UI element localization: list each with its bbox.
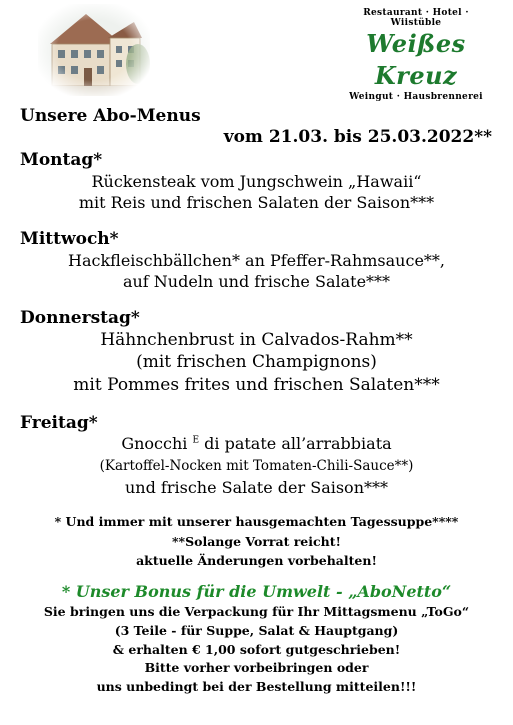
menu-title: Unsere Abo-Menus (20, 106, 201, 126)
footnote: * Und immer mit unserer hausgemachten Tagessuppe**** (54, 514, 459, 529)
dish-line: und frische Salate der Saison*** (124, 478, 388, 497)
dish-line: mit Reis und frischen Salaten der Saison*** (78, 193, 435, 212)
dish-line: (Kartoffel-Nocken mit Tomaten-Chili-Sauce**) (99, 458, 414, 474)
dish-text: di patate all’arrabbiata (204, 434, 392, 453)
dish-text: Gnocchi (121, 434, 188, 453)
brand-subline: Weingut · Hausbrennerei (349, 92, 483, 102)
day-heading-montag: Montag* (20, 150, 103, 170)
dish-line: Hackfleischbällchen* an Pfeffer-Rahmsauce**, (68, 251, 445, 270)
brand-name: Weißes Kreuz (366, 29, 466, 90)
bonus-line: & erhalten € 1,00 sofort gutgeschrieben! (112, 642, 401, 657)
day-heading-freitag: Freitag* (20, 413, 98, 433)
menu-period: vom 21.03. bis 25.03.2022** (223, 127, 492, 147)
footnote: aktuelle Änderungen vorbehalten! (136, 553, 377, 568)
bonus-title: * Unser Bonus für die Umwelt - „AboNetto“ (61, 582, 452, 601)
hotel-building-illustration (38, 4, 150, 96)
brand-block (341, 8, 491, 102)
bonus-line: Sie bringen uns die Verpackung für Ihr Mittagsmenu „ToGo“ (43, 604, 470, 619)
bonus-line: uns unbedingt bei der Bestellung mitteilen!!! (96, 679, 417, 694)
brand-tagline: Restaurant · Hotel · Wiistüble (363, 8, 469, 28)
dish-line: mit Pommes frites und frischen Salaten*** (73, 375, 440, 395)
allergen-marker: E (192, 435, 200, 446)
bonus-line: (3 Teile - für Suppe, Salat & Hauptgang) (114, 623, 399, 638)
dish-line (0, 434, 513, 453)
dish-line: Hähnchenbrust in Calvados-Rahm** (100, 330, 413, 350)
footnote: **Solange Vorrat reicht! (172, 534, 341, 549)
day-heading-mittwoch: Mittwoch* (20, 229, 119, 249)
bonus-line: Bitte vorher vorbeibringen oder (144, 660, 369, 675)
dish-line: (mit frischen Champignons) (136, 352, 377, 372)
dish-line: auf Nudeln und frische Salate*** (122, 272, 391, 291)
day-heading-donnerstag: Donnerstag* (20, 308, 140, 328)
dish-line: Rückensteak vom Jungschwein „Hawaii“ (91, 172, 422, 191)
